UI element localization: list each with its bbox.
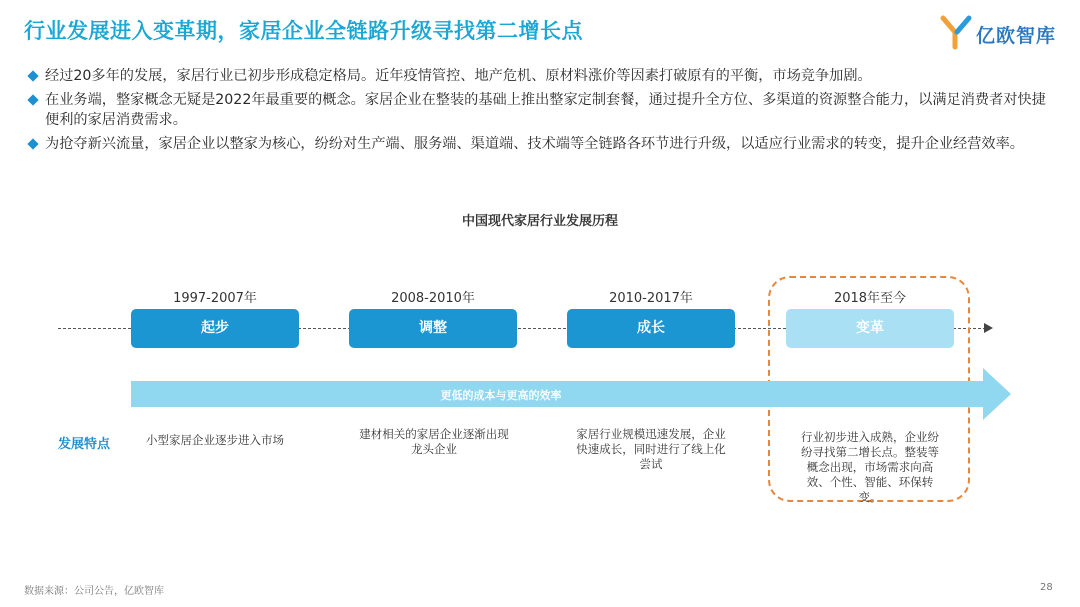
data-source-note: 数据来源：公司公告，亿欧智库 — [24, 586, 164, 597]
timeline-title: 中国现代家居行业发展历程 — [461, 214, 618, 229]
period-label: 2010-2017年 — [609, 291, 693, 306]
stage-feature-text: 家居行业规模迅速发展，企业快速成长，同时进行了线上化尝试 — [576, 427, 726, 471]
page-number: 28 — [1040, 582, 1053, 593]
bullet-list — [28, 66, 1060, 158]
stage-box-qibu: 起步 — [131, 309, 299, 348]
stage-feature-text: 建材相关的家居企业逐渐出现龙头企业 — [359, 427, 509, 456]
diamond-bullet-icon — [27, 70, 38, 81]
stage-box-tiaozheng: 调整 — [349, 309, 517, 348]
bullet-text: 经过20多年的发展，家居行业已初步形成稳定格局。近年疫情管控、地产危机、原材料涨价等因素打破原有的平衡，市场竞争加剧。 — [45, 68, 872, 84]
bullet-item — [28, 66, 1060, 86]
stage-feature-text: 小型家居企业逐步进入市场 — [146, 433, 284, 447]
stage-feature-text: 行业初步进入成熟，企业纷纷寻找第二增长点。整装等概念出现，市场需求向高效、个性、智能、环保转变。 — [801, 430, 939, 504]
page-title: 行业发展进入变革期，家居企业全链路升级寻找第二增长点 — [24, 19, 583, 43]
period-label: 2008-2010年 — [391, 291, 475, 306]
stage-box-biange: 变革 — [786, 309, 954, 348]
bullet-text: 在业务端，整家概念无疑是2022年最重要的概念。家居企业在整装的基础上推出整家定制套餐，通过提升全方位、多渠道的资源整合能力，以满足消费者对快捷便利的家居消费需求。 — [45, 92, 1046, 128]
efficiency-arrow-label: 更低的成本与更高的效率 — [440, 389, 562, 402]
bullet-item — [28, 134, 1060, 154]
bullet-item — [28, 90, 1060, 130]
timeline-arrowhead-icon — [984, 323, 993, 333]
period-label: 2018年至今 — [833, 291, 907, 306]
period-label: 1997-2007年 — [173, 291, 257, 306]
feature-row-label: 发展特点 — [58, 437, 111, 452]
stage-box-chengzhang: 成长 — [567, 309, 735, 348]
diamond-bullet-icon — [27, 138, 38, 149]
bullet-text: 为抢夺新兴流量，家居企业以整家为核心，纷纷对生产端、服务端、渠道端、技术端等全链路各环节进行升级，以适应行业需求的转变，提升企业经营效率。 — [45, 136, 1024, 152]
logo-text: 亿欧智库 — [976, 25, 1057, 47]
diamond-bullet-icon — [27, 94, 38, 105]
brand-logo — [940, 14, 1062, 50]
yiou-y-logo-icon — [940, 14, 974, 50]
